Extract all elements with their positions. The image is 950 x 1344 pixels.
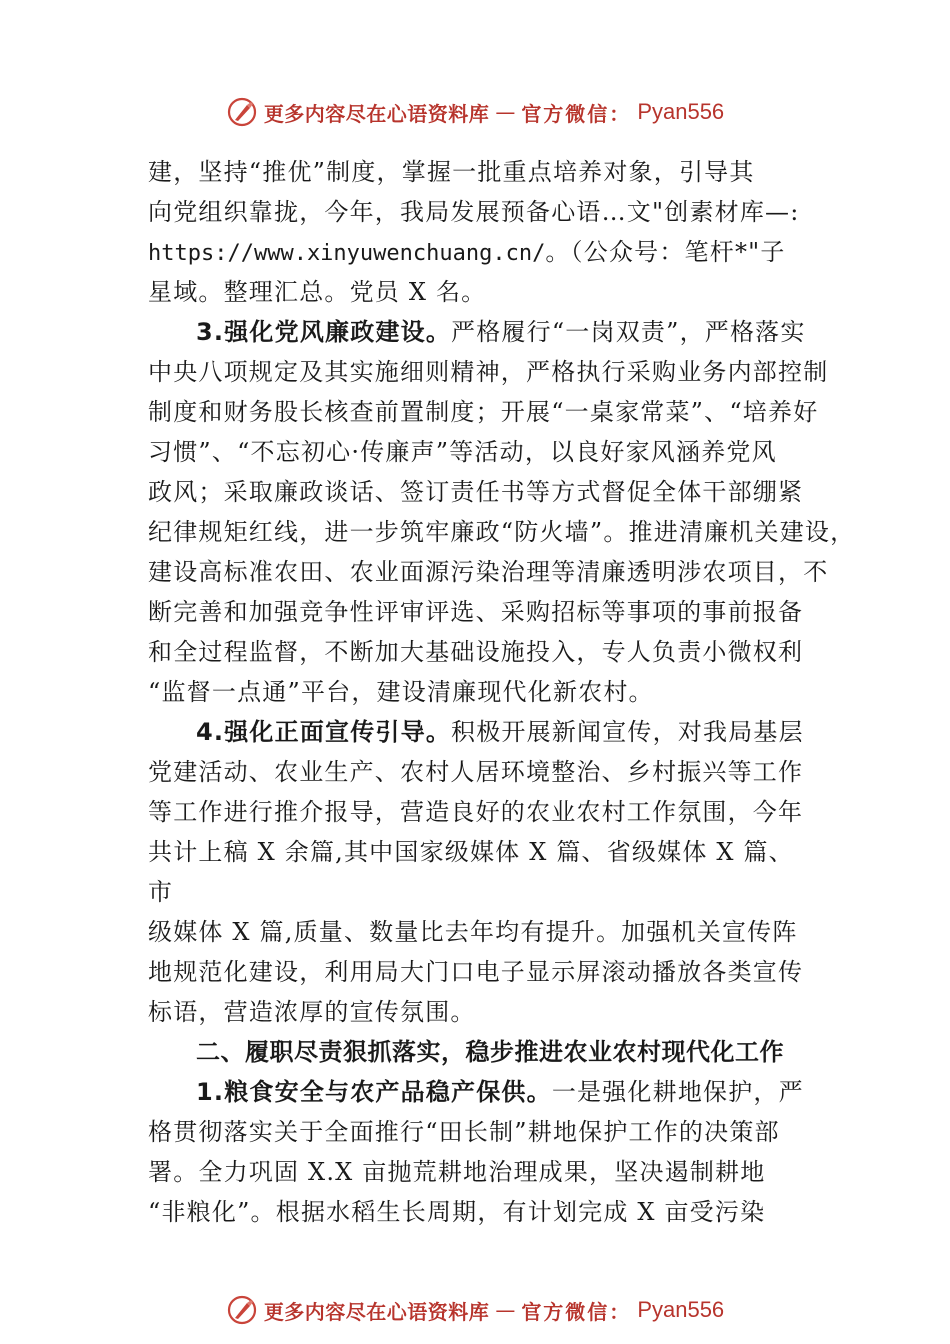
text-line-url [148,232,828,272]
text-line: “监督一点通”平台，建设清廉现代化新农村。 [148,678,654,706]
text-line: 格贯彻落实关于全面推行“田长制”耕地保护工作的决策部 [148,1118,780,1146]
url-tail: 。（公众号：笔杆*"子 [545,238,786,266]
text-line: 制度和财务股长核查前置制度；开展“一桌家常菜”、“培养好 [148,398,819,426]
section-3-title: 3.强化党风廉政建设。 [196,318,452,346]
text-line: 政风；采取廉政谈话、签订责任书等方式督促全体干部绷紧 [148,478,804,506]
text-line: 建设高标准农田、农业面源污染治理等清廉透明涉农项目，不 [148,558,829,586]
url-text: https://www.xinyuwenchuang.cn/ [148,241,546,266]
watermark-label: 官方微信： [521,1299,632,1324]
text-line: 共计上稿 X 余篇,其中国家级媒体 X 篇、省级媒体 X 篇、 [148,838,794,866]
text-line: 级媒体 X 篇,质量、数量比去年均有提升。加强机关宣传阵 [148,918,798,946]
text-line: 党建活动、农业生产、农村人居环境整治、乡村振兴等工作 [148,758,804,786]
section-4-title: 4.强化正面宣传引导。 [196,718,452,746]
watermark-dash: — [495,1298,516,1322]
watermark-text: 更多内容尽在心语资料库 [263,101,490,126]
text-line: 和全过程监督，不断加大基础设施投入，专人负责小微权利 [148,638,804,666]
header-watermark [0,92,950,132]
section-3-first-line: 3.强化党风廉政建设。严格履行“一岗双责”，严格落实 [196,318,806,346]
text-line: 等工作进行推介报导，营造良好的农业农村工作氛围，今年 [148,798,804,826]
watermark-wechat-id: Pyan556 [637,99,725,124]
watermark-label: 官方微信： [521,101,632,126]
document-body [148,152,856,1232]
text-line: 中央八项规定及其实施细则精神，严格执行采购业务内部控制 [148,358,829,386]
text-line: “非粮化”。根据水稻生长周期，有计划完成 X 亩受污染 [148,1198,766,1226]
subsection-1-title: 1.粮食安全与农产品稳产保供。 [196,1078,552,1106]
text-line: 地规范化建设，利用局大门口电子显示屏滚动播放各类宣传 [148,958,804,986]
quill-logo-icon [226,1294,258,1326]
text-line: 标语，营造浓厚的宣传氛围。 [148,998,476,1026]
text-line: 星域。整理汇总。党员 X 名。 [148,278,487,306]
watermark-text: 更多内容尽在心语资料库 [263,1299,490,1324]
text-line: 断完善和加强竞争性评审评选、采购招标等事项的事前报备 [148,598,804,626]
subsection-1-first-line: 1.粮食安全与农产品稳产保供。一是强化耕地保护，严 [196,1078,804,1106]
watermark-dash: — [495,100,516,124]
quill-logo-icon [226,96,258,128]
section-2-heading: 二、履职尽责狠抓落实，稳步推进农业农村现代化工作 [196,1038,784,1066]
text-line: 市 [148,878,174,906]
text-line: 习惯”、“不忘初心·传廉声”等活动，以良好家风涵养党风 [148,438,777,466]
text-line: 纪律规矩红线，进一步筑牢廉政“防火墙”。推进清廉机关建设， [148,518,856,546]
text-line: 建，坚持“推优”制度，掌握一批重点培养对象，引导其 [148,158,755,186]
watermark-wechat-id: Pyan556 [637,1297,725,1322]
footer-watermark [0,1290,950,1330]
text-line: 署。全力巩固 X.X 亩抛荒耕地治理成果，坚决遏制耕地 [148,1158,766,1186]
section-4-first-line: 4.强化正面宣传引导。积极开展新闻宣传，对我局基层 [196,718,804,746]
text-line: 向党组织靠拢，今年，我局发展预备心语…文"创素材库—: [148,198,800,226]
